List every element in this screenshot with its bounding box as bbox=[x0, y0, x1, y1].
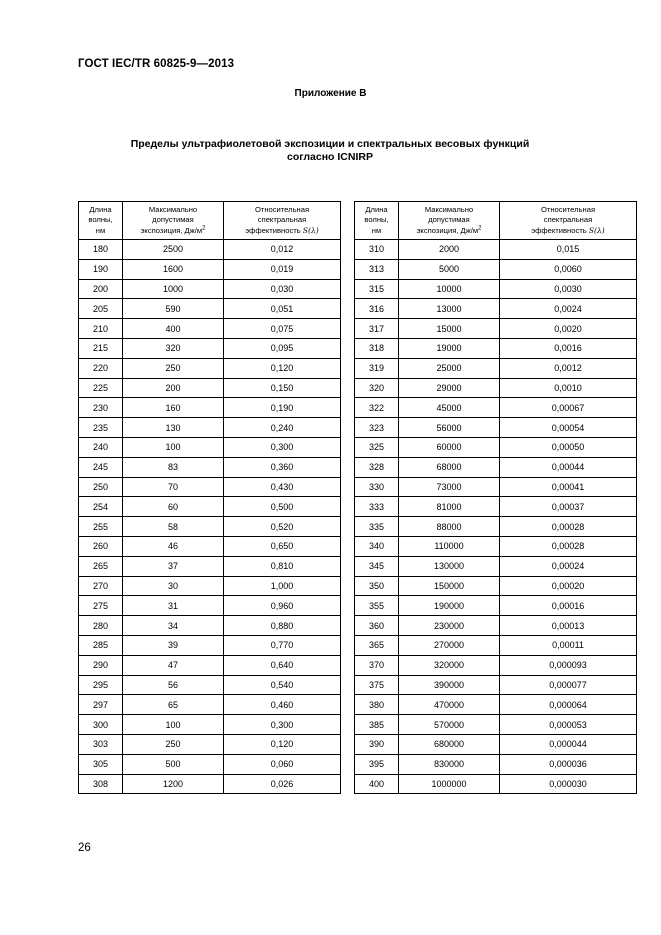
wavelength-cell: 190 bbox=[79, 259, 123, 279]
wavelength-cell: 215 bbox=[79, 338, 123, 358]
column-gap bbox=[341, 497, 355, 517]
table-row bbox=[79, 338, 637, 358]
max-exposure-cell: 2000 bbox=[399, 240, 500, 260]
max-exposure-cell: 390000 bbox=[399, 675, 500, 695]
relative-efficiency-cell: 0,810 bbox=[224, 556, 341, 576]
wavelength-cell: 210 bbox=[79, 319, 123, 339]
table-row bbox=[79, 754, 637, 774]
column-gap bbox=[341, 477, 355, 497]
relative-efficiency-cell: 0,000036 bbox=[500, 754, 637, 774]
column-gap bbox=[341, 299, 355, 319]
max-exposure-cell: 320 bbox=[123, 338, 224, 358]
wavelength-cell: 318 bbox=[355, 338, 399, 358]
max-exposure-cell: 320000 bbox=[399, 655, 500, 675]
relative-efficiency-cell: 0,00050 bbox=[500, 437, 637, 457]
relative-efficiency-cell: 0,190 bbox=[224, 398, 341, 418]
max-exposure-cell: 47 bbox=[123, 655, 224, 675]
relative-efficiency-cell: 0,026 bbox=[224, 774, 341, 794]
table-row bbox=[79, 655, 637, 675]
table-row bbox=[79, 418, 637, 438]
page-number: 26 bbox=[78, 842, 91, 854]
max-exposure-cell: 130000 bbox=[399, 556, 500, 576]
table-row bbox=[79, 259, 637, 279]
wavelength-cell: 400 bbox=[355, 774, 399, 794]
relative-efficiency-cell: 0,0030 bbox=[500, 279, 637, 299]
wavelength-cell: 310 bbox=[355, 240, 399, 260]
column-gap bbox=[341, 596, 355, 616]
column-gap bbox=[341, 517, 355, 537]
table-row bbox=[79, 398, 637, 418]
wavelength-cell: 325 bbox=[355, 437, 399, 457]
max-exposure-cell: 37 bbox=[123, 556, 224, 576]
relative-efficiency-cell: 0,00024 bbox=[500, 556, 637, 576]
wavelength-cell: 180 bbox=[79, 240, 123, 260]
appendix-label: Приложение В bbox=[294, 88, 367, 99]
max-exposure-cell: 130 bbox=[123, 418, 224, 438]
relative-efficiency-cell: 0,00067 bbox=[500, 398, 637, 418]
max-exposure-cell: 46 bbox=[123, 536, 224, 556]
relative-efficiency-cell: 0,00044 bbox=[500, 457, 637, 477]
relative-efficiency-cell: 0,000030 bbox=[500, 774, 637, 794]
max-exposure-cell: 65 bbox=[123, 695, 224, 715]
uv-exposure-table bbox=[78, 201, 637, 794]
col-header-max-exposure: Максимально допустимая экспозиция, $Дж/м^2$ bbox=[399, 202, 500, 240]
col-header-wavelength: Длина волны, нм bbox=[79, 202, 123, 240]
relative-efficiency-cell: 0,300 bbox=[224, 437, 341, 457]
relative-efficiency-cell: 0,075 bbox=[224, 319, 341, 339]
wavelength-cell: 365 bbox=[355, 635, 399, 655]
wavelength-cell: 375 bbox=[355, 675, 399, 695]
relative-efficiency-cell: 1,000 bbox=[224, 576, 341, 596]
wavelength-cell: 340 bbox=[355, 536, 399, 556]
wavelength-cell: 322 bbox=[355, 398, 399, 418]
relative-efficiency-cell: 0,051 bbox=[224, 299, 341, 319]
relative-efficiency-cell: 0,650 bbox=[224, 536, 341, 556]
table-row bbox=[79, 437, 637, 457]
column-gap bbox=[341, 378, 355, 398]
wavelength-cell: 260 bbox=[79, 536, 123, 556]
max-exposure-cell: 13000 bbox=[399, 299, 500, 319]
max-exposure-cell: 58 bbox=[123, 517, 224, 537]
relative-efficiency-cell: 0,00028 bbox=[500, 536, 637, 556]
relative-efficiency-cell: 0,060 bbox=[224, 754, 341, 774]
wavelength-cell: 385 bbox=[355, 715, 399, 735]
column-gap bbox=[341, 715, 355, 735]
relative-efficiency-cell: 0,0012 bbox=[500, 358, 637, 378]
wavelength-cell: 308 bbox=[79, 774, 123, 794]
max-exposure-cell: 830000 bbox=[399, 754, 500, 774]
max-exposure-cell: 31 bbox=[123, 596, 224, 616]
max-exposure-cell: 60 bbox=[123, 497, 224, 517]
relative-efficiency-cell: 0,460 bbox=[224, 695, 341, 715]
table-row bbox=[79, 457, 637, 477]
table-row bbox=[79, 616, 637, 636]
max-exposure-cell: 190000 bbox=[399, 596, 500, 616]
wavelength-cell: 225 bbox=[79, 378, 123, 398]
wavelength-cell: 380 bbox=[355, 695, 399, 715]
relative-efficiency-cell: 0,012 bbox=[224, 240, 341, 260]
relative-efficiency-cell: 0,960 bbox=[224, 596, 341, 616]
column-gap bbox=[341, 319, 355, 339]
max-exposure-cell: 25000 bbox=[399, 358, 500, 378]
max-exposure-cell: 60000 bbox=[399, 437, 500, 457]
column-gap bbox=[341, 734, 355, 754]
relative-efficiency-cell: 0,540 bbox=[224, 675, 341, 695]
relative-efficiency-cell: 0,00011 bbox=[500, 635, 637, 655]
max-exposure-cell: 470000 bbox=[399, 695, 500, 715]
column-gap bbox=[341, 695, 355, 715]
wavelength-cell: 395 bbox=[355, 754, 399, 774]
table-row bbox=[79, 675, 637, 695]
wavelength-cell: 360 bbox=[355, 616, 399, 636]
wavelength-cell: 245 bbox=[79, 457, 123, 477]
max-exposure-cell: 270000 bbox=[399, 635, 500, 655]
col-header-max-exposure: Максимально допустимая экспозиция, $Дж/м^2$ bbox=[123, 202, 224, 240]
table-header-row bbox=[79, 202, 637, 240]
column-gap bbox=[341, 635, 355, 655]
wavelength-cell: 290 bbox=[79, 655, 123, 675]
wavelength-cell: 250 bbox=[79, 477, 123, 497]
table-row bbox=[79, 576, 637, 596]
column-gap bbox=[341, 616, 355, 636]
wavelength-cell: 335 bbox=[355, 517, 399, 537]
relative-efficiency-cell: 0,015 bbox=[500, 240, 637, 260]
table-row bbox=[79, 596, 637, 616]
relative-efficiency-cell: 0,0060 bbox=[500, 259, 637, 279]
wavelength-cell: 333 bbox=[355, 497, 399, 517]
table-row bbox=[79, 299, 637, 319]
relative-efficiency-cell: 0,770 bbox=[224, 635, 341, 655]
table-row bbox=[79, 556, 637, 576]
table-row bbox=[79, 715, 637, 735]
wavelength-cell: 265 bbox=[79, 556, 123, 576]
relative-efficiency-cell: 0,00054 bbox=[500, 418, 637, 438]
column-gap bbox=[341, 576, 355, 596]
wavelength-cell: 295 bbox=[79, 675, 123, 695]
wavelength-cell: 235 bbox=[79, 418, 123, 438]
wavelength-cell: 300 bbox=[79, 715, 123, 735]
wavelength-cell: 319 bbox=[355, 358, 399, 378]
relative-efficiency-cell: 0,0016 bbox=[500, 338, 637, 358]
table-row bbox=[79, 279, 637, 299]
wavelength-cell: 220 bbox=[79, 358, 123, 378]
max-exposure-cell: 1000000 bbox=[399, 774, 500, 794]
relative-efficiency-cell: 0,120 bbox=[224, 734, 341, 754]
max-exposure-cell: 88000 bbox=[399, 517, 500, 537]
column-gap bbox=[341, 536, 355, 556]
relative-efficiency-cell: 0,00037 bbox=[500, 497, 637, 517]
wavelength-cell: 200 bbox=[79, 279, 123, 299]
wavelength-cell: 323 bbox=[355, 418, 399, 438]
max-exposure-cell: 19000 bbox=[399, 338, 500, 358]
title-line-2: согласно ICNIRP bbox=[287, 151, 373, 163]
wavelength-cell: 254 bbox=[79, 497, 123, 517]
column-gap bbox=[341, 202, 355, 240]
max-exposure-cell: 2500 bbox=[123, 240, 224, 260]
relative-efficiency-cell: 0,00016 bbox=[500, 596, 637, 616]
wavelength-cell: 328 bbox=[355, 457, 399, 477]
table-title bbox=[120, 138, 540, 164]
wavelength-cell: 255 bbox=[79, 517, 123, 537]
wavelength-cell: 320 bbox=[355, 378, 399, 398]
wavelength-cell: 297 bbox=[79, 695, 123, 715]
relative-efficiency-cell: 0,00028 bbox=[500, 517, 637, 537]
relative-efficiency-cell: 0,030 bbox=[224, 279, 341, 299]
column-gap bbox=[341, 418, 355, 438]
relative-efficiency-cell: 0,00020 bbox=[500, 576, 637, 596]
table-row bbox=[79, 477, 637, 497]
wavelength-cell: 315 bbox=[355, 279, 399, 299]
relative-efficiency-cell: 0,00013 bbox=[500, 616, 637, 636]
max-exposure-cell: 81000 bbox=[399, 497, 500, 517]
max-exposure-cell: 34 bbox=[123, 616, 224, 636]
relative-efficiency-cell: 0,880 bbox=[224, 616, 341, 636]
table-row bbox=[79, 517, 637, 537]
max-exposure-cell: 15000 bbox=[399, 319, 500, 339]
table-row bbox=[79, 695, 637, 715]
max-exposure-cell: 590 bbox=[123, 299, 224, 319]
column-gap bbox=[341, 655, 355, 675]
max-exposure-cell: 70 bbox=[123, 477, 224, 497]
wavelength-cell: 230 bbox=[79, 398, 123, 418]
column-gap bbox=[341, 358, 355, 378]
relative-efficiency-cell: 0,00041 bbox=[500, 477, 637, 497]
max-exposure-cell: 73000 bbox=[399, 477, 500, 497]
relative-efficiency-cell: 0,150 bbox=[224, 378, 341, 398]
max-exposure-cell: 30 bbox=[123, 576, 224, 596]
max-exposure-cell: 110000 bbox=[399, 536, 500, 556]
max-exposure-cell: 160 bbox=[123, 398, 224, 418]
relative-efficiency-cell: 0,000053 bbox=[500, 715, 637, 735]
relative-efficiency-cell: 0,000093 bbox=[500, 655, 637, 675]
max-exposure-cell: 29000 bbox=[399, 378, 500, 398]
wavelength-cell: 240 bbox=[79, 437, 123, 457]
max-exposure-cell: 10000 bbox=[399, 279, 500, 299]
relative-efficiency-cell: 0,520 bbox=[224, 517, 341, 537]
relative-efficiency-cell: 0,500 bbox=[224, 497, 341, 517]
relative-efficiency-cell: 0,000077 bbox=[500, 675, 637, 695]
relative-efficiency-cell: 0,000044 bbox=[500, 734, 637, 754]
relative-efficiency-cell: 0,300 bbox=[224, 715, 341, 735]
max-exposure-cell: 56 bbox=[123, 675, 224, 695]
table-row bbox=[79, 358, 637, 378]
table-row bbox=[79, 774, 637, 794]
table-body bbox=[79, 240, 637, 794]
column-gap bbox=[341, 338, 355, 358]
max-exposure-cell: 5000 bbox=[399, 259, 500, 279]
max-exposure-cell: 68000 bbox=[399, 457, 500, 477]
table-row bbox=[79, 536, 637, 556]
wavelength-cell: 270 bbox=[79, 576, 123, 596]
column-gap bbox=[341, 240, 355, 260]
relative-efficiency-cell: 0,019 bbox=[224, 259, 341, 279]
max-exposure-cell: 45000 bbox=[399, 398, 500, 418]
max-exposure-cell: 83 bbox=[123, 457, 224, 477]
relative-efficiency-cell: 0,360 bbox=[224, 457, 341, 477]
column-gap bbox=[341, 774, 355, 794]
col-header-relative-efficiency: Относительная спектральная эффективность S(λ) bbox=[500, 202, 637, 240]
relative-efficiency-cell: 0,000064 bbox=[500, 695, 637, 715]
wavelength-cell: 303 bbox=[79, 734, 123, 754]
col-header-relative-efficiency: Относительная спектральная эффективность S(λ) bbox=[224, 202, 341, 240]
relative-efficiency-cell: 0,0024 bbox=[500, 299, 637, 319]
wavelength-cell: 370 bbox=[355, 655, 399, 675]
max-exposure-cell: 500 bbox=[123, 754, 224, 774]
column-gap bbox=[341, 556, 355, 576]
max-exposure-cell: 56000 bbox=[399, 418, 500, 438]
column-gap bbox=[341, 398, 355, 418]
wavelength-cell: 275 bbox=[79, 596, 123, 616]
wavelength-cell: 317 bbox=[355, 319, 399, 339]
relative-efficiency-cell: 0,120 bbox=[224, 358, 341, 378]
title-line-1: Пределы ультрафиолетовой экспозиции и спектральных весовых функций bbox=[130, 138, 530, 150]
relative-efficiency-cell: 0,0010 bbox=[500, 378, 637, 398]
wavelength-cell: 330 bbox=[355, 477, 399, 497]
wavelength-cell: 205 bbox=[79, 299, 123, 319]
max-exposure-cell: 570000 bbox=[399, 715, 500, 735]
table-row bbox=[79, 497, 637, 517]
max-exposure-cell: 1200 bbox=[123, 774, 224, 794]
max-exposure-cell: 250 bbox=[123, 734, 224, 754]
document-header: ГОСТ IEC/TR 60825-9—2013 bbox=[78, 58, 235, 70]
table-row bbox=[79, 734, 637, 754]
max-exposure-cell: 1000 bbox=[123, 279, 224, 299]
table-row bbox=[79, 319, 637, 339]
relative-efficiency-cell: 0,240 bbox=[224, 418, 341, 438]
max-exposure-cell: 200 bbox=[123, 378, 224, 398]
max-exposure-cell: 39 bbox=[123, 635, 224, 655]
max-exposure-cell: 100 bbox=[123, 715, 224, 735]
wavelength-cell: 350 bbox=[355, 576, 399, 596]
wavelength-cell: 280 bbox=[79, 616, 123, 636]
relative-efficiency-cell: 0,430 bbox=[224, 477, 341, 497]
wavelength-cell: 316 bbox=[355, 299, 399, 319]
wavelength-cell: 285 bbox=[79, 635, 123, 655]
column-gap bbox=[341, 457, 355, 477]
table-row bbox=[79, 378, 637, 398]
relative-efficiency-cell: 0,095 bbox=[224, 338, 341, 358]
relative-efficiency-cell: 0,0020 bbox=[500, 319, 637, 339]
column-gap bbox=[341, 279, 355, 299]
table-row bbox=[79, 240, 637, 260]
max-exposure-cell: 400 bbox=[123, 319, 224, 339]
column-gap bbox=[341, 437, 355, 457]
wavelength-cell: 313 bbox=[355, 259, 399, 279]
col-header-wavelength: Длина волны, нм bbox=[355, 202, 399, 240]
wavelength-cell: 345 bbox=[355, 556, 399, 576]
column-gap bbox=[341, 675, 355, 695]
max-exposure-cell: 150000 bbox=[399, 576, 500, 596]
max-exposure-cell: 100 bbox=[123, 437, 224, 457]
max-exposure-cell: 680000 bbox=[399, 734, 500, 754]
wavelength-cell: 355 bbox=[355, 596, 399, 616]
max-exposure-cell: 1600 bbox=[123, 259, 224, 279]
max-exposure-cell: 230000 bbox=[399, 616, 500, 636]
wavelength-cell: 305 bbox=[79, 754, 123, 774]
max-exposure-cell: 250 bbox=[123, 358, 224, 378]
column-gap bbox=[341, 754, 355, 774]
relative-efficiency-cell: 0,640 bbox=[224, 655, 341, 675]
column-gap bbox=[341, 259, 355, 279]
wavelength-cell: 390 bbox=[355, 734, 399, 754]
table-row bbox=[79, 635, 637, 655]
